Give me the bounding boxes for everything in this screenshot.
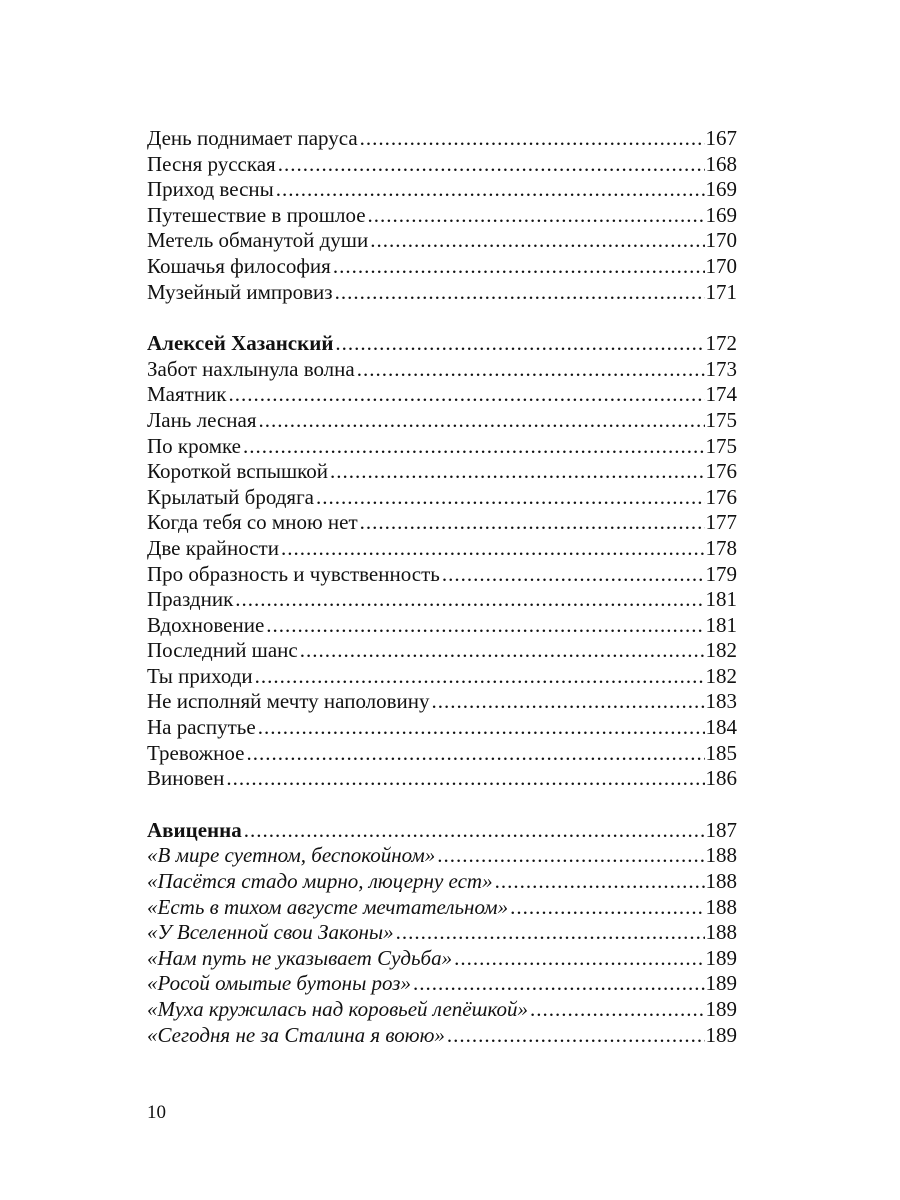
toc-entry bbox=[147, 280, 737, 306]
toc-entry-page: 181 bbox=[705, 612, 737, 637]
toc-entry-title: Метель обманутой души bbox=[147, 228, 369, 253]
toc-entry bbox=[147, 562, 737, 588]
toc-entry bbox=[147, 587, 737, 613]
dot-leader bbox=[442, 562, 705, 588]
dot-leader bbox=[235, 587, 704, 613]
toc-section bbox=[147, 331, 737, 792]
toc-entry-page: 182 bbox=[705, 638, 737, 663]
toc-entry-title: «В мире суетном, беспокойном» bbox=[147, 843, 436, 868]
toc-entry bbox=[147, 895, 737, 921]
dot-leader bbox=[454, 946, 704, 972]
dot-leader bbox=[530, 997, 704, 1023]
toc-entry-title: Алексей Хазанский bbox=[147, 331, 334, 356]
toc-entry-title: Авиценна bbox=[147, 817, 242, 842]
dot-leader bbox=[266, 613, 704, 639]
toc-entry-title: «Росой омытые бутоны роз» bbox=[147, 971, 411, 996]
toc-entry-title: На распутье bbox=[147, 715, 256, 740]
toc-entry-page: 186 bbox=[705, 766, 737, 791]
toc-entry bbox=[147, 408, 737, 434]
dot-leader bbox=[335, 280, 705, 306]
toc-entry bbox=[147, 766, 737, 792]
dot-leader bbox=[437, 843, 704, 869]
toc-author-heading bbox=[147, 818, 737, 844]
dot-leader bbox=[360, 510, 705, 536]
dot-leader bbox=[229, 382, 705, 408]
dot-leader bbox=[368, 203, 705, 229]
toc-entry bbox=[147, 485, 737, 511]
toc-entry-page: 188 bbox=[705, 869, 737, 894]
toc-entry bbox=[147, 613, 737, 639]
toc-entry-page: 170 bbox=[705, 253, 737, 278]
dot-leader bbox=[226, 766, 704, 792]
toc-entry-title: Крылатый бродяга bbox=[147, 484, 315, 509]
toc-entry-page: 189 bbox=[705, 1022, 737, 1047]
toc-entry-title: Короткой вспышкой bbox=[147, 459, 328, 484]
toc-entry-page: 187 bbox=[705, 817, 737, 842]
dot-leader bbox=[276, 177, 705, 203]
dot-leader bbox=[259, 408, 705, 434]
toc-entry bbox=[147, 203, 737, 229]
toc-entry-page: 169 bbox=[705, 202, 737, 227]
toc-entry bbox=[147, 971, 737, 997]
toc-entry-title: Забот нахлынула волна bbox=[147, 356, 355, 381]
toc-entry-page: 174 bbox=[705, 382, 737, 407]
toc-entry bbox=[147, 664, 737, 690]
dot-leader bbox=[246, 741, 704, 767]
dot-leader bbox=[300, 638, 705, 664]
toc-entry-page: 171 bbox=[705, 279, 737, 304]
toc-entry-title: По кромке bbox=[147, 433, 242, 458]
dot-leader bbox=[330, 459, 705, 485]
toc-entry-title: Про образность и чувственность bbox=[147, 561, 440, 586]
toc-entry-title: Ты приходи bbox=[147, 663, 253, 688]
toc-entry bbox=[147, 177, 737, 203]
toc-entry-title: Тревожное bbox=[147, 740, 245, 765]
toc-entry-page: 188 bbox=[705, 843, 737, 868]
toc-entry-page: 178 bbox=[705, 535, 737, 560]
toc-entry-title: «Есть в тихом августе мечтательном» bbox=[147, 894, 509, 919]
dot-leader bbox=[278, 152, 705, 178]
toc-entry-title: Последний шанс bbox=[147, 638, 298, 663]
toc-entry bbox=[147, 843, 737, 869]
page-number: 10 bbox=[147, 1102, 166, 1123]
toc-entry-page: 189 bbox=[705, 945, 737, 970]
toc-entry-title: «Сегодня не за Сталина я воюю» bbox=[147, 1022, 445, 1047]
dot-leader bbox=[316, 485, 704, 511]
toc-entry-page: 172 bbox=[705, 331, 737, 356]
toc-entry-title: Виновен bbox=[147, 766, 225, 791]
toc-entry bbox=[147, 510, 737, 536]
toc-entry-page: 173 bbox=[705, 356, 737, 381]
dot-leader bbox=[495, 869, 705, 895]
toc-entry bbox=[147, 741, 737, 767]
toc-entry bbox=[147, 357, 737, 383]
toc-entry-page: 188 bbox=[705, 894, 737, 919]
toc-entry bbox=[147, 946, 737, 972]
dot-leader bbox=[360, 126, 705, 152]
dot-leader bbox=[281, 536, 705, 562]
toc-entry-title: «Нам путь не указывает Судьба» bbox=[147, 945, 453, 970]
toc-entry-title: Путешествие в прошлое bbox=[147, 202, 366, 227]
dot-leader bbox=[396, 920, 705, 946]
toc-entry-page: 179 bbox=[705, 561, 737, 586]
toc-entry-page: 170 bbox=[705, 228, 737, 253]
toc-entry-page: 169 bbox=[705, 177, 737, 202]
dot-leader bbox=[255, 664, 705, 690]
toc-entry-page: 184 bbox=[705, 715, 737, 740]
toc-entry-page: 183 bbox=[705, 689, 737, 714]
dot-leader bbox=[413, 971, 705, 997]
toc-entry-page: 182 bbox=[705, 663, 737, 688]
toc-entry bbox=[147, 689, 737, 715]
toc-entry bbox=[147, 638, 737, 664]
toc-entry-title: Песня русская bbox=[147, 151, 276, 176]
toc-entry-title: «Пасётся стадо мирно, люцерну ест» bbox=[147, 869, 493, 894]
toc-entry-page: 188 bbox=[705, 920, 737, 945]
toc-entry-title: Вдохновение bbox=[147, 612, 265, 637]
dot-leader bbox=[432, 689, 705, 715]
toc-section bbox=[147, 818, 737, 1048]
toc-entry-title: Когда тебя со мною нет bbox=[147, 510, 358, 535]
toc-entry-page: 175 bbox=[705, 433, 737, 458]
toc-entry bbox=[147, 715, 737, 741]
toc-entry-page: 167 bbox=[705, 126, 737, 150]
toc-entry-page: 185 bbox=[705, 740, 737, 765]
toc-entry-title: Не исполняй мечту наполовину bbox=[147, 689, 430, 714]
toc-entry-page: 175 bbox=[705, 407, 737, 432]
toc-entry bbox=[147, 997, 737, 1023]
dot-leader bbox=[258, 715, 705, 741]
table-of-contents bbox=[147, 126, 737, 1048]
dot-leader bbox=[333, 254, 705, 280]
dot-leader bbox=[370, 228, 704, 254]
dot-leader bbox=[335, 331, 704, 357]
toc-section bbox=[147, 126, 737, 305]
toc-entry bbox=[147, 126, 737, 152]
toc-entry bbox=[147, 228, 737, 254]
dot-leader bbox=[447, 1023, 705, 1049]
toc-entry bbox=[147, 1023, 737, 1049]
toc-author-heading bbox=[147, 331, 737, 357]
dot-leader bbox=[510, 895, 704, 921]
toc-entry-page: 168 bbox=[705, 151, 737, 176]
toc-entry bbox=[147, 382, 737, 408]
toc-entry-page: 189 bbox=[705, 997, 737, 1021]
toc-entry bbox=[147, 536, 737, 562]
toc-entry-page: 177 bbox=[705, 510, 737, 535]
toc-entry-title: День поднимает паруса bbox=[147, 126, 358, 150]
toc-entry-title: Две крайности bbox=[147, 535, 279, 560]
toc-entry bbox=[147, 869, 737, 895]
toc-entry-title: Музейный импровиз bbox=[147, 279, 333, 304]
toc-entry bbox=[147, 920, 737, 946]
toc-entry-page: 189 bbox=[705, 971, 737, 996]
toc-entry bbox=[147, 459, 737, 485]
dot-leader bbox=[243, 434, 704, 460]
toc-entry-title: Кошачья философия bbox=[147, 253, 331, 278]
toc-entry bbox=[147, 254, 737, 280]
dot-leader bbox=[244, 818, 705, 844]
toc-entry-title: Приход весны bbox=[147, 177, 274, 202]
toc-entry-title: «У Вселенной свои Законы» bbox=[147, 920, 394, 945]
toc-entry-page: 176 bbox=[705, 484, 737, 509]
toc-entry-title: «Муха кружилась над коровьей лепёшкой» bbox=[147, 997, 529, 1021]
toc-entry-title: Лань лесная bbox=[147, 407, 257, 432]
toc-entry-title: Праздник bbox=[147, 587, 234, 612]
toc-entry bbox=[147, 152, 737, 178]
toc-entry-page: 176 bbox=[705, 459, 737, 484]
toc-entry-title: Маятник bbox=[147, 382, 227, 407]
dot-leader bbox=[357, 357, 705, 383]
toc-entry bbox=[147, 434, 737, 460]
toc-entry-page: 181 bbox=[705, 587, 737, 612]
